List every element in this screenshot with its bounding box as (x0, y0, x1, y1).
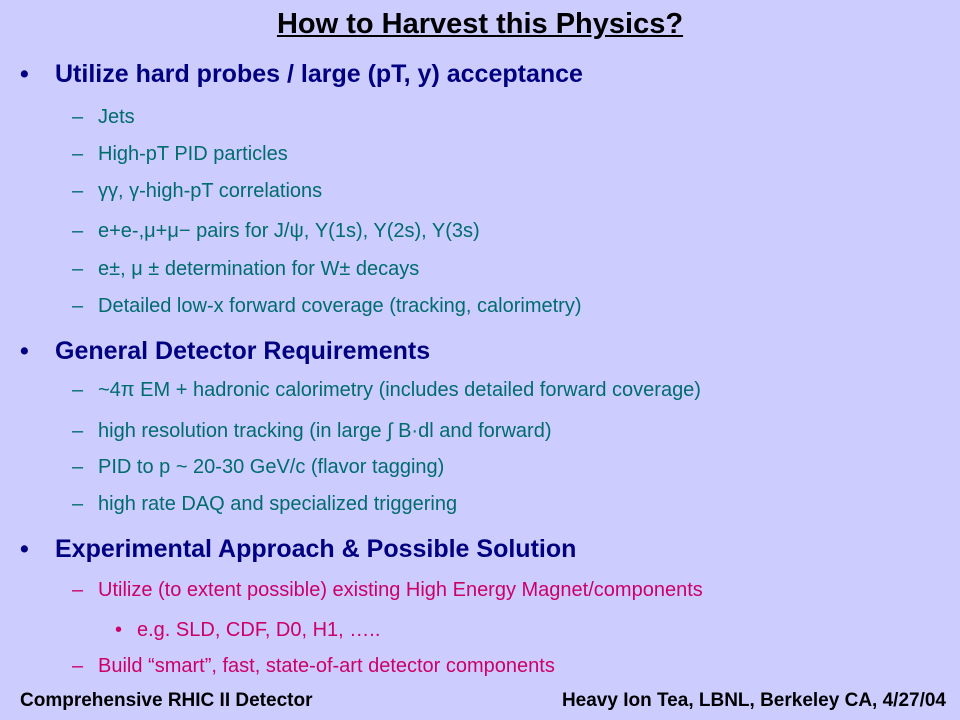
footer-right: Heavy Ion Tea, LBNL, Berkeley CA, 4/27/04 (561, 690, 946, 711)
list-item: – ~4π EM + hadronic calorimetry (includes detailed forward coverage) (72, 379, 701, 401)
list-item: – γγ, γ-high-pT correlations (72, 180, 323, 202)
list-item: – High-pT PID particles (72, 143, 288, 165)
bullet-icon: • (115, 619, 123, 641)
list-item: – PID to p ~ 20-30 GeV/c (flavor tagging) (72, 456, 445, 478)
list-item: – Detailed low-x forward coverage (tracking, calorimetry) (72, 295, 582, 317)
list-item: – Utilize (to extent possible) existing High Energy Magnet/components (72, 579, 703, 601)
list-item: – e±, μ ± determination for W± decays (72, 258, 420, 280)
bullet-icon: • (20, 337, 29, 365)
section-heading-text: Utilize hard probes / large (pT, y) acceptance (55, 60, 583, 88)
section-heading-text: Experimental Approach & Possible Solution (55, 535, 577, 563)
list-item: – Build “smart”, fast, state-of-art detector components (72, 655, 555, 677)
bullet-icon: • (20, 60, 29, 88)
section-heading-text: General Detector Requirements (55, 337, 431, 365)
bullet-icon: • (20, 535, 29, 563)
list-item: – e+e-,μ+μ− pairs for J/ψ, Y(1s), Y(2s), Y(3s) (72, 220, 480, 242)
list-item: – Jets (72, 106, 135, 128)
list-item: – high resolution tracking (in large ∫ B·dl and forward) (72, 420, 552, 442)
section-heading-detector-requirements (20, 337, 431, 366)
list-item: – high rate DAQ and specialized triggering (72, 493, 458, 515)
section-heading-experimental-approach (20, 535, 577, 564)
footer-left: Comprehensive RHIC II Detector (20, 690, 313, 711)
list-item: • e.g. SLD, CDF, D0, H1, ….. (115, 619, 381, 641)
section-heading-hard-probes (20, 60, 583, 89)
slide-title: How to Harvest this Physics? (276, 8, 684, 40)
